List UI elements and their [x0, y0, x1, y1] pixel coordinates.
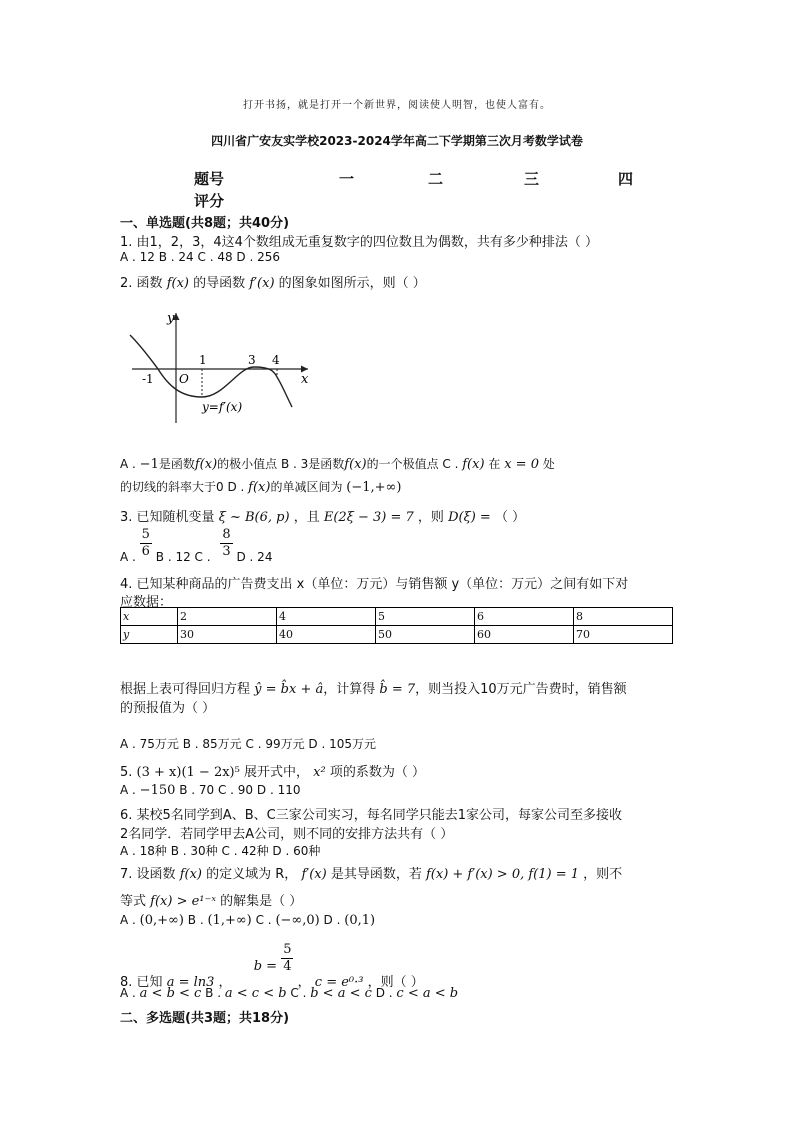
tick-label: 1 [199, 353, 207, 367]
q7-opt-math: (0,1) [344, 913, 376, 928]
tick-label: -1 [142, 372, 154, 386]
q4-after-line2: 的预报值为（ ） [120, 701, 216, 716]
q7-math: f′(x) [301, 867, 327, 882]
q7-math: f(x) + f′(x) > 0, f(1) = 1 [425, 867, 580, 882]
q7-opt-text: B . [187, 913, 204, 927]
q7-math: f(x) > e¹⁻ˣ [150, 894, 216, 909]
q3-opt-text: D . 24 [236, 550, 273, 564]
q5-stem [120, 761, 425, 780]
table-header-x: x [121, 608, 178, 626]
q1-stem: 1. 由1，2，3，4这4个数组成无重复数字的四位数且为偶数，共有多少种排法（ ） [120, 235, 599, 250]
q6-line1: 6. 某校5名同学到A、B、C三家公司实习，每名同学只能去1家公司，每家公司至多接收 [120, 808, 622, 823]
q5-opt-text: A . [120, 783, 136, 797]
q2-text: 的导函数 [193, 276, 246, 291]
fraction [220, 527, 232, 560]
tick-label: 3 [248, 353, 256, 367]
q2-opt-math: x = 0 [504, 457, 539, 472]
table-header-y: y [121, 626, 178, 644]
fraction-den: 4 [283, 959, 292, 974]
q2-opt-math: f(x) [248, 480, 271, 495]
q2-opt-math: f(x) [344, 457, 367, 472]
q3-opt-text: B . 12 C . [155, 550, 211, 564]
score-col-4: 四 [618, 170, 634, 188]
q3-options [120, 527, 273, 564]
q2-opt-math: (−1,+∞) [346, 480, 402, 495]
score-col-2: 二 [428, 170, 444, 188]
table-cell: 5 [376, 608, 475, 626]
grade-row-label: 评分 [194, 192, 225, 210]
q7-text: 是其导函数，若 [330, 867, 422, 882]
q4-stem-line2: 应数据： [120, 595, 173, 610]
q2-opt-math: f(x) [462, 457, 485, 472]
q2-opt-text: 的一个极值点 C . [366, 457, 459, 471]
q8-opt-text: C . [290, 986, 307, 1000]
fraction-den: 3 [222, 544, 231, 559]
q4-text: ，计算得 [323, 682, 376, 697]
q7-text: 等式 [120, 894, 147, 909]
table-cell: 40 [277, 626, 376, 644]
q5-math: (3 + x)(1 − 2x)⁵ [136, 765, 240, 780]
table-cell: 4 [277, 608, 376, 626]
fraction-den: 6 [141, 544, 150, 559]
table-row [121, 608, 673, 626]
q7-line1 [120, 863, 622, 882]
q2-options-line2 [120, 478, 401, 495]
q2-opt-text: 的单减区间为 [270, 480, 343, 494]
q3-stem [120, 506, 525, 525]
q7-text: 的定义域为 R， [206, 867, 298, 882]
q1-options: A . 12 B . 24 C . 48 D . 256 [120, 250, 280, 264]
fraction [281, 942, 293, 975]
q3-text: ，且 [293, 510, 320, 525]
table-cell: 70 [574, 626, 673, 644]
q4-math: b̂ = 7 [379, 682, 416, 697]
q5-options [120, 783, 300, 798]
q7-text: 的解集是（ ） [220, 894, 303, 909]
q6-line2: 2名同学．若同学甲去A公司，则不同的安排方法共有（ ） [120, 827, 454, 842]
score-row-label: 题号 [194, 170, 225, 188]
q5-opt-math: −150 [139, 783, 176, 798]
q8-opt-text: B . [205, 986, 222, 1000]
q8-text: ，则（ ） [367, 975, 424, 990]
q2-text: 的图象如图所示，则（ ） [278, 276, 426, 291]
q7-math: f(x) [179, 867, 202, 882]
q4-text: 根据上表可得回归方程 [120, 682, 251, 697]
q8-opt-math: a < b < c [139, 986, 202, 1001]
q8-stem [120, 942, 424, 990]
table-row [121, 626, 673, 644]
derivative-curve [130, 335, 292, 407]
q2-math: f(x) [166, 276, 189, 291]
q2-opt-text: 的极小值点 B . 3是函数 [217, 457, 345, 471]
q8-opt-text: A . [120, 986, 136, 1000]
q2-opt-text: 处 [542, 457, 555, 471]
q2-opt-text: 在 [488, 457, 501, 471]
q8-math: a = ln3 [166, 975, 215, 990]
q5-math: x² [313, 765, 326, 780]
q7-options [120, 913, 375, 928]
q8-text: 8. 已知 [120, 975, 163, 990]
q3-opt-text: A . [120, 550, 136, 564]
section-single-choice: 一、单选题(共8题；共40分) [120, 216, 290, 231]
curve-label: y=f′(x) [202, 400, 243, 414]
y-axis-label: y [167, 311, 175, 326]
q3-text: ，则 [417, 510, 444, 525]
q7-opt-text: C . [255, 913, 272, 927]
q2-opt-text: A . [120, 457, 136, 471]
x-axis-label: x [301, 372, 309, 387]
table-cell: 8 [574, 608, 673, 626]
q7-line2 [120, 890, 302, 909]
q4-stem-line1: 4. 已知某种商品的广告费支出 x（单位：万元）与销售额 y（单位：万元）之间有如下对 [120, 577, 629, 592]
q8-opt-math: c < a < b [396, 986, 459, 1001]
q5-text: 展开式中， [243, 765, 309, 780]
q3-math: ξ ~ B(6, p) [218, 510, 290, 525]
table-cell: 6 [475, 608, 574, 626]
fraction-num: 8 [222, 527, 231, 542]
q3-math: E(2ξ − 3) = 7 [323, 510, 414, 525]
q7-opt-math: (−∞,0) [275, 913, 320, 928]
fraction [140, 527, 152, 560]
table-cell: 2 [178, 608, 277, 626]
score-col-3: 三 [524, 170, 540, 188]
q2-opt-text: 是函数 [158, 457, 195, 471]
q2-text: 2. 函数 [120, 276, 163, 291]
q8-text: ， [218, 975, 232, 990]
q8-math: b = [253, 959, 278, 974]
q7-text: ，则不 [583, 867, 623, 882]
derivative-graph [120, 305, 320, 427]
q7-opt-math: (0,+∞) [139, 913, 184, 928]
motto-header: 打开书扬，就是打开一个新世界，阅读使人明智，也使人富有。 [243, 100, 551, 111]
q2-opt-math: −1 [139, 457, 159, 472]
q5-opt-text: B . 70 C . 90 D . 110 [179, 783, 301, 797]
q8-opt-text: D . [375, 986, 393, 1000]
q5-text: 项的系数为（ ） [329, 765, 425, 780]
q6-options: A . 18种 B . 30种 C . 42种 D . 60种 [120, 844, 321, 858]
q7-opt-math: (1,+∞) [207, 913, 252, 928]
q7-opt-text: A . [120, 913, 136, 927]
table-cell: 60 [475, 626, 574, 644]
table-cell: 50 [376, 626, 475, 644]
q5-text: 5. [120, 765, 133, 780]
score-col-1: 一 [339, 170, 355, 188]
q2-math: f′(x) [249, 276, 275, 291]
q2-opt-text: 的切线的斜率大于0 D . [120, 480, 245, 494]
q8-opt-math: b < a < c [310, 986, 372, 1001]
q2-opt-math: f(x) [194, 457, 218, 472]
q7-opt-text: D . [323, 913, 341, 927]
q8-math: c = e⁰·³ [314, 975, 364, 990]
origin-label: O [179, 372, 189, 386]
q8-text: ， [297, 975, 311, 990]
q4-options: A . 75万元 B . 85万元 C . 99万元 D . 105万元 [120, 737, 376, 751]
q3-math: D(ξ) = [448, 510, 491, 525]
section-multi-choice: 二、多选题(共3题；共18分) [120, 1011, 290, 1026]
q2-options-line1 [120, 455, 555, 472]
q3-text: （ ） [494, 510, 526, 525]
fraction-num: 5 [141, 527, 150, 542]
q4-after-line1 [120, 678, 627, 697]
q4-text: ，则当投入10万元广告费时，销售额 [415, 682, 627, 697]
q4-math: ŷ = b̂x + â [254, 682, 324, 697]
q4-data-table [120, 607, 673, 644]
fraction-num: 5 [283, 942, 292, 957]
q2-stem [120, 272, 426, 291]
q7-text: 7. 设函数 [120, 867, 176, 882]
q8-opt-math: a < c < b [224, 986, 287, 1001]
tick-label: 4 [272, 353, 280, 367]
table-cell: 30 [178, 626, 277, 644]
exam-title: 四川省广安友实学校2023-2024学年高二下学期第三次月考数学试卷 [211, 134, 583, 148]
q3-text: 3. 已知随机变量 [120, 510, 215, 525]
q8-options [120, 986, 458, 1001]
